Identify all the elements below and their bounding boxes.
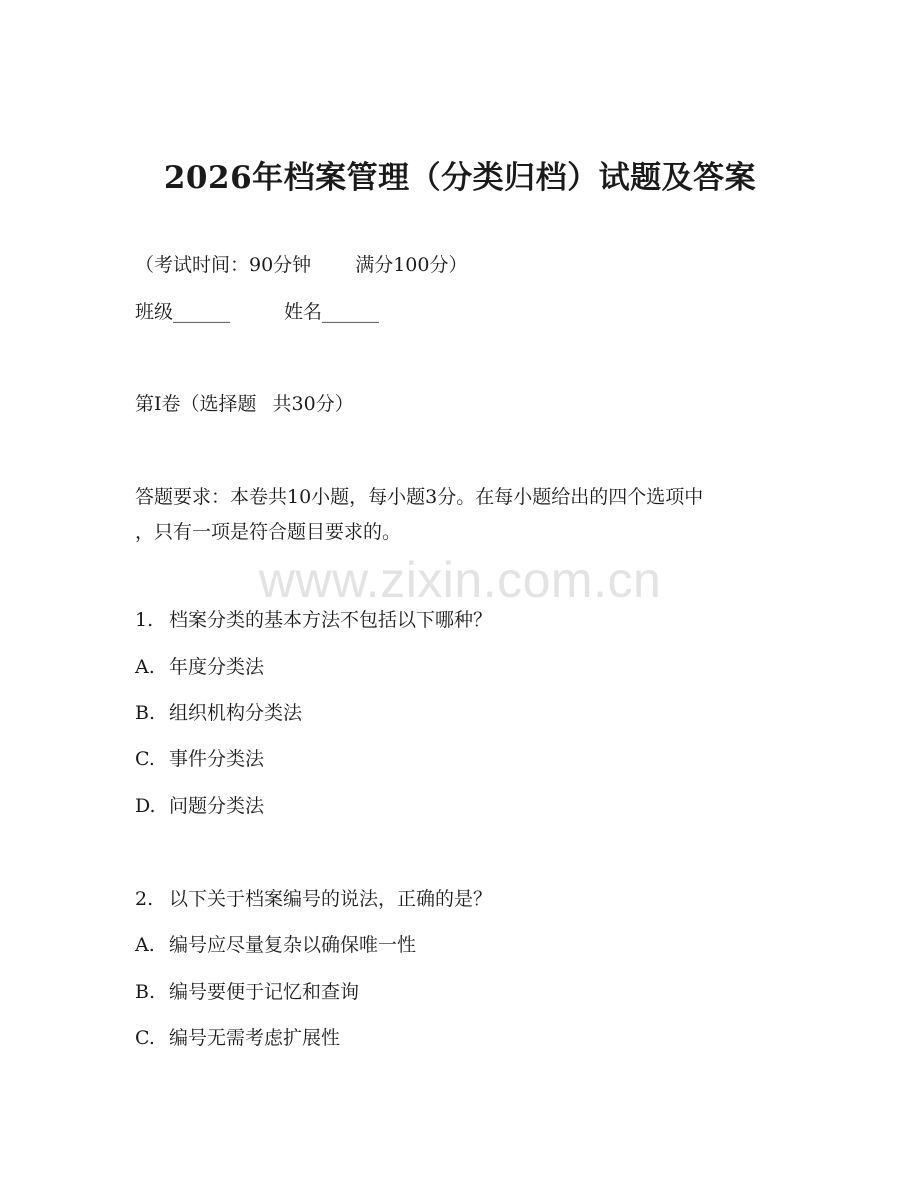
question-2-option-b [135, 977, 359, 1007]
option-letter: B. [135, 981, 156, 1003]
answer-requirement [135, 480, 785, 550]
question-2 [135, 884, 492, 914]
option-text: 问题分类法 [169, 795, 265, 817]
option-letter: B. [135, 702, 156, 724]
exam-score: 满分100分） [355, 254, 468, 276]
option-text: 编号无需考虑扩展性 [169, 1027, 341, 1049]
document-title: 2026年档案管理（分类归档）试题及答案 [163, 160, 757, 196]
question-1-option-c [135, 744, 264, 774]
question-1-option-a [135, 652, 264, 682]
exam-time: （考试时间：90分钟 [135, 254, 312, 276]
student-fields [135, 297, 379, 327]
requirement-line-1: 答题要求：本卷共10小题，每小题3分。在每小题给出的四个选项中 [135, 486, 704, 508]
option-text: 编号应尽量复杂以确保唯一性 [169, 934, 417, 956]
requirement-line-2: ，只有一项是符合题目要求的。 [135, 521, 402, 543]
name-field: 姓名______ [284, 301, 380, 323]
question-2-option-a [135, 930, 416, 960]
question-number: 1. [135, 609, 154, 631]
section-score: 共30分） [272, 393, 354, 415]
option-letter: C. [135, 748, 155, 770]
question-text: 档案分类的基本方法不包括以下哪种？ [169, 609, 493, 631]
watermark: www.zixin.com.cn [258, 552, 662, 608]
class-field: 班级______ [135, 301, 231, 323]
exam-info [135, 250, 467, 280]
option-text: 事件分类法 [169, 748, 265, 770]
option-letter: C. [135, 1027, 155, 1049]
option-letter: D. [135, 795, 156, 817]
section-title: 第Ⅰ卷（选择题 [135, 393, 257, 415]
question-1-option-d [135, 791, 264, 821]
option-letter: A. [135, 934, 155, 956]
option-letter: A. [135, 656, 155, 678]
option-text: 年度分类法 [169, 656, 265, 678]
section-heading [135, 389, 354, 419]
question-text: 以下关于档案编号的说法，正确的是？ [169, 888, 493, 910]
option-text: 组织机构分类法 [169, 702, 303, 724]
question-1 [135, 605, 492, 635]
option-text: 编号要便于记忆和查询 [169, 981, 360, 1003]
question-2-option-c [135, 1023, 340, 1053]
question-1-option-b [135, 698, 302, 728]
question-number: 2. [135, 888, 154, 910]
